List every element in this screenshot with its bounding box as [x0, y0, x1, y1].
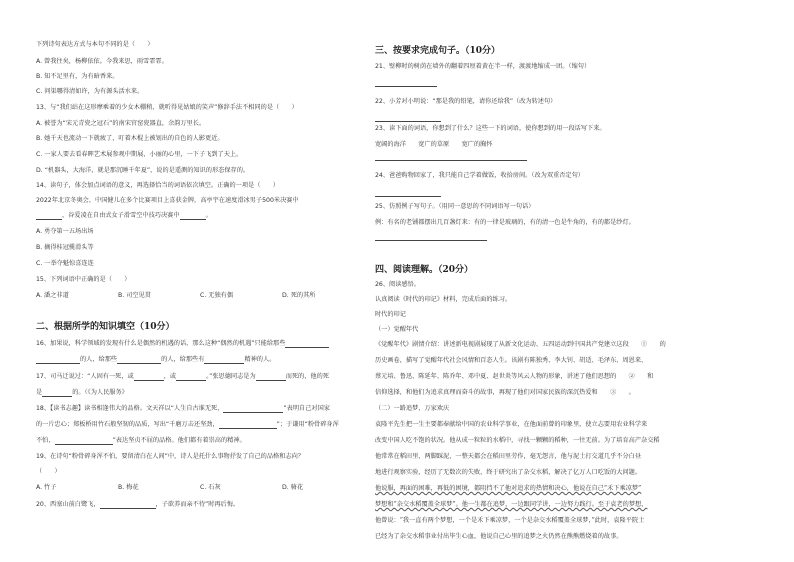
article-text: 改变中国人吃不饱的状况。他从成一粒粒的水稻中，寻找一颗颗的稻种，一往无前。为了培育高产杂交稻 — [375, 437, 660, 444]
question-19-paren: （ ） — [36, 468, 61, 475]
article-text-underlined: 梦想和“杂交水稻覆盖全球梦”。他一生都在追梦，一边跟同学讲，一边努力践行。至于袁老的梦想， — [375, 501, 648, 508]
fill-blank[interactable] — [55, 438, 113, 445]
article-text: 信仰选择，和他们为追求真理而奋斗的故事，再现了他们对国家民族的深沉热爱和 ③ 。 — [375, 389, 635, 396]
question-23-words: 宽阔的海洋 宽广的草原 宽广的胸怀 — [375, 141, 493, 148]
question-18-cont: 的一片忠心；郑板桥用竹石般坚韧的品质，写出“千磨万击还坚劲， ”；于谦用“粉骨碎身浑 — [36, 421, 339, 428]
article-text-underlined: 他说服，再面的困难，再低的困境，都阻挡不了他对追求的热情和决心，他说在自己“禾下乘凉梦” — [375, 485, 642, 492]
question-22: 22、小芳对小明说：“那是我的铅笔，请你还给我”（改为转述句） — [375, 98, 557, 105]
fill-blank[interactable] — [180, 213, 206, 220]
fill-blank[interactable] — [100, 502, 156, 509]
question-15: 15、下列词语中正确的是（ ） — [36, 276, 131, 283]
answer-line[interactable] — [375, 240, 487, 241]
option: A. 勇夺第一五场出场 — [36, 228, 94, 235]
answer-line[interactable] — [375, 86, 437, 87]
section-2-title: 二、根据所学的知识填空（10分） — [36, 322, 175, 332]
option: B. 司空见贯 — [118, 292, 151, 299]
fill-blank[interactable] — [134, 374, 164, 381]
section-4-title: 四、阅读理解。（20分） — [375, 265, 474, 275]
answer-line[interactable] — [375, 196, 441, 197]
option: A. 被誉为“宋元青瓷之冠石”的南宋官窑瓷器直，余韵万里长。 — [36, 120, 206, 127]
fill-blank[interactable] — [223, 406, 283, 413]
option: D. 死的其所 — [282, 292, 316, 299]
question-23: 23、读下面的词语，你想到了什么？这些一下的词语，使你想到的用一段话写下来。 — [375, 125, 606, 132]
option: B. 她千天也流动一下就疲了，叮着木棍上被划出的自色的人影更近。 — [36, 135, 224, 142]
question-13: 13、与“我们站在这形摩乘着的少女木棚稍，就听得见姑娘的笑声”修辞手法不相同的是（ ） — [36, 104, 298, 111]
answer-line[interactable] — [375, 121, 441, 122]
fill-blank[interactable] — [285, 341, 329, 348]
article-text: 已经为了杂交水稻事业付出毕生心血，他说自己心里的追梦之火仍然在熊熊燃烧着的故事。 — [375, 533, 623, 540]
article-text: 《觉醒年代》剧情介绍：讲述新电视剧展现了从新文化运动、五四运动到中国共产党建立这段 ① 的 — [375, 341, 666, 348]
article-part-1: （一）觉醒年代 — [375, 326, 419, 333]
article-text: 蔡元培、鲁迅、陈延年、陈乔年、邓中夏、赵世炎等风云人物的形象，讲述了他们思想的 ② 和 — [375, 373, 654, 380]
fill-blank[interactable] — [117, 357, 161, 364]
option: A. 曾我往矣，杨柳依依。今我来思，雨雪霏霏。 — [36, 58, 168, 65]
question-17-cont: 是 的。（《为人民服务》 — [36, 389, 128, 396]
fill-blank[interactable] — [42, 390, 72, 397]
question-18-cont-2: 不怕， ”表达坚贞不屈的品格。他们都有着崇高的精神。 — [36, 437, 246, 444]
question-intro: 下列诗句表达方式与本句不同的是（ ） — [36, 41, 154, 48]
question-26: 26、阅读感悟。 — [375, 281, 420, 288]
question-16-cont: 的人，给那些 的人，给那些有 精神的人。 — [36, 356, 275, 364]
option: C. 一家人要去看春晖艺术展参观中期展，小丽的心里，一下子飞到了天上。 — [36, 151, 243, 158]
option: C. 无独有偶 — [200, 292, 234, 299]
answer-line[interactable] — [375, 160, 527, 161]
option: A. 潘之非道 — [36, 292, 69, 299]
option: B. 知不足里有，为有暗香来。 — [36, 73, 119, 80]
fill-blank[interactable] — [204, 357, 244, 364]
option: D. 骑花 — [282, 484, 304, 491]
article-text: 他曾说：“我一直有两个梦想，一个是禾下乘凉梦，一个是杂交水稻覆盖全球梦，”此时，袁隆平院士 — [375, 517, 645, 524]
option: B. 摘得桂冠揽滑头等 — [36, 244, 94, 251]
option: B. 梅花 — [118, 484, 139, 491]
question-24: 24、爸爸购物回家了，我只能自己学着做饭，收拾房间。（改为双重否定句） — [375, 172, 584, 179]
article-text: 历史画卷，描写了觉醒年代社会风情和百态人生。该剧有陈独秀、李大钊、胡适、毛泽东、周恩来、 — [375, 357, 648, 364]
question-14-text-2: ，谷爱凌在自由式女子滑雪空中技巧决赛中 。 — [36, 212, 212, 220]
fill-blank[interactable] — [36, 213, 62, 220]
option: C. 问渠哪得清如许，为有源头活水来。 — [36, 88, 144, 95]
article-part-2: （二）一路追梦，万家欢庆 — [375, 405, 450, 412]
article-text: 地进行观察实验，经历了无数次的失败，终于研究出了杂交水稻，解决了亿万人口吃饭的大问题。 — [375, 469, 642, 476]
article-text: 袁隆平先生把一生主要都奉献给中国的农业科学事业，在他面前曾的印象里，使立志要用农业科学来 — [375, 421, 648, 428]
question-21: 21、壁柳时的树荫在墙外的翻着四厘着黄在半一样，渡渡地缩成一团。（缩句） — [375, 63, 591, 70]
option: C. 一举夺魁惊喜连连 — [36, 260, 94, 267]
question-20: 20、西塞山前白鹭飞， ，子欲养而亲不待”时再后悔。 — [36, 501, 240, 508]
question-14: 14、读句子，体会加点词语的意义，再选择恰当的词语依次填空。正确的一项是（ ） — [36, 182, 279, 189]
question-26-instruction: 认真阅读《时代的印记》材料，完成后面的练习。 — [375, 296, 512, 303]
question-25-example: 例：有名的老铺都摆出几百盏灯来：有的一律是玻璃的，有的清一色是牛角的，有的都是纱灯。 — [375, 219, 635, 226]
article-title: 时代的印记 — [375, 311, 406, 318]
question-14-text: 2022年北京冬奥会，中国健儿在多个比赛项目上喜获金牌，高亭宇在速度滑冰男子500米决赛中 — [36, 197, 299, 204]
question-18: 18、【读书志趣】读书相逢伟大的品格。文天祥以“人生自古谁无死， ”表明自己对国家 — [36, 405, 330, 412]
option: C. 石灰 — [200, 484, 221, 491]
fill-blank[interactable] — [219, 422, 277, 429]
fill-blank[interactable] — [176, 374, 206, 381]
question-16: 16、加果说，科学领域的发现有什么是偶然的机遇的话，那么这种“偶然的机遇”只能给那些 — [36, 340, 329, 348]
question-19: 19、在诗句“粉骨碎身浑不怕，要留清白在人间”中，诗人是托什么事物抒发了自己的品格和志向？ — [36, 453, 304, 460]
section-3-title: 三、按要求完成句子。（10分） — [375, 46, 501, 56]
article-text: 他常常在稻田里，两脚踩泥，一整天都会在稻田里劳作，毫无怨言，他与泥土打交道几乎不分白昼 — [375, 453, 642, 460]
question-25: 25、仿照例子写句子。（用同一意思的不同词语写一句话） — [375, 203, 535, 210]
question-17: 17、司马迁说过：“人固有一死，或 ，或 。”张思德同志是为 而死的，他的死 — [36, 373, 329, 380]
option: A. 竹子 — [36, 484, 57, 491]
fill-blank[interactable] — [256, 374, 286, 381]
fill-blank[interactable] — [36, 357, 80, 364]
option: D. “机器头，大海洋，就是那沉睡千年夏”，说的是遥测的知识的形态保存的。 — [36, 167, 250, 174]
